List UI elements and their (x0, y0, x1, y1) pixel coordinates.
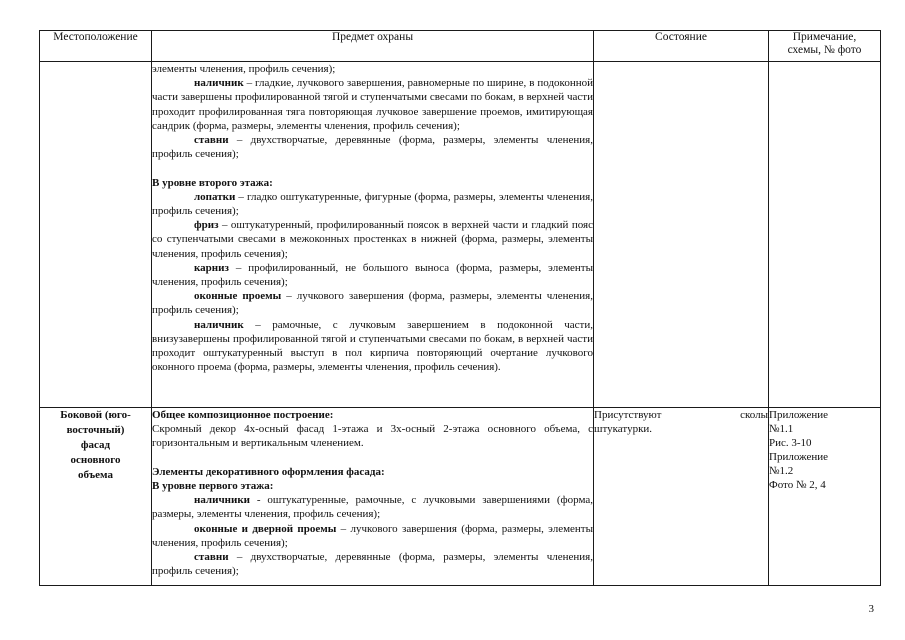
row2-note (769, 408, 881, 586)
paragraph (152, 493, 593, 521)
location-line: восточный) (66, 424, 125, 436)
paragraph (152, 318, 593, 375)
row2-subject (152, 408, 594, 586)
term: лопатки (194, 190, 236, 203)
header-note-line2: схемы, № фото (787, 44, 862, 56)
row1-location (40, 62, 152, 408)
row1-note (769, 62, 881, 408)
term: оконные проемы (194, 290, 282, 303)
table-row (40, 408, 881, 586)
section-heading (152, 465, 593, 479)
paragraph (152, 76, 593, 133)
term-description: – профилированный, не большого выноса (форма, размеры, элементы членения, профиль сечения); (152, 261, 593, 289)
term: оконные и дверной проемы (194, 522, 337, 535)
condition-line (594, 408, 768, 422)
location-line: Боковой (юго- (60, 409, 131, 421)
term-description: – гладкие, лучкового завершения, равномерные по ширине, в подоконной части завершены профилированной тягой и ступенчатыми свесами по бокам, в верхней части проходит профилированная тяга повторяющая лучковое завершение проемов, имитирующая сандрик (форма, размеры, элементы членения, профиль сечения); (152, 77, 593, 132)
heading-text: Элементы декоративного оформления фасада: (152, 465, 385, 478)
term-description: – двухстворчатые, деревянные (форма, размеры, элементы членения, профиль сечения); (152, 551, 593, 578)
paragraph (152, 261, 593, 289)
note-line: Фото № 2, 4 (769, 479, 826, 491)
header-note (769, 31, 881, 62)
paragraph: элементы членения, профиль сечения); (152, 63, 336, 75)
term: фриз (194, 219, 219, 232)
table-row (40, 62, 881, 408)
paragraph: Скромный декор 4х-осный фасад 1-этажа и 3х-осный 2-этажа основного объема, с горизонтальным и вертикальным членением. (152, 423, 593, 450)
term: наличник (194, 318, 244, 331)
header-location: Местоположение (40, 31, 152, 62)
paragraph (152, 289, 593, 317)
term-description: – гладко оштукатуренные, фигурные (форма, размеры, элементы членения, профиль сечения); (152, 190, 593, 218)
spacer (152, 451, 593, 465)
paragraph (152, 133, 593, 161)
row1-condition (594, 62, 769, 408)
paragraph (152, 522, 593, 550)
term: наличник (194, 77, 244, 90)
header-subject: Предмет охраны (152, 31, 594, 62)
location-line: объема (78, 469, 113, 481)
section-heading (152, 479, 593, 493)
row2-location (40, 408, 152, 586)
term-description: – лучкового завершения (форма, размеры, элементы членения, профиль сечения); (152, 522, 594, 549)
term: ставни (194, 551, 229, 564)
term-description: – оштукатуренный, профилированный поясок в верхней части и гладкий пояс со ступенчатыми свесами в межоконных простенках в нижней (форма, размеры, элементы членения, профиль сечения); (152, 219, 593, 260)
note-line: Рис. 3-10 (769, 437, 812, 449)
term-description: – лучкового завершения (форма, размеры, элементы членения, профиль сечения); (152, 290, 593, 317)
note-line: Приложение (769, 451, 829, 463)
term-description: - оштукатуренные, рамочные, с лучковыми завершениями (форма, размеры, элементы членения, профиль сечения); (152, 494, 593, 521)
heading-text: В уровне второго этажа: (152, 176, 273, 189)
term: ставни (194, 134, 229, 147)
section-heading (152, 408, 593, 422)
note-line: Приложение (769, 409, 829, 421)
term-description: – рамочные, с лучковым завершением в подоконной части, внизузавершены профилированной тягой и ступенчатыми свесами по бокам, в верхней части проходит оштукатуренный выступ в пол кирпича повторяющий очертание лучкового оконного проема (форма, размеры, элементы членения, профиль сечения). (152, 318, 593, 374)
row2-condition (594, 408, 769, 586)
location-line: фасад (80, 439, 111, 451)
note-line: №1.2 (769, 465, 794, 477)
paragraph (152, 190, 593, 218)
section-heading (152, 176, 593, 190)
row1-subject (152, 62, 594, 408)
table-header-row (40, 31, 881, 62)
term: карниз (194, 261, 229, 274)
protection-table (39, 30, 881, 586)
condition-word: Присутствуют (594, 409, 662, 421)
paragraph (152, 550, 593, 578)
term-description: – двухстворчатые, деревянные (форма, размеры, элементы членения, профиль сечения); (152, 134, 593, 161)
spacer (152, 161, 593, 175)
header-condition: Состояние (594, 31, 769, 62)
condition-word: сколы (740, 409, 768, 421)
condition-line: штукатурки. (594, 423, 653, 435)
page-number: 3 (868, 603, 874, 615)
heading-text: В уровне первого этажа: (152, 480, 274, 492)
location-line: основного (70, 454, 121, 466)
header-note-line1: Примечание, (792, 31, 857, 43)
term: наличники (194, 494, 250, 507)
note-line: №1.1 (769, 423, 794, 435)
heading-text: Общее композиционное построение: (152, 409, 334, 421)
paragraph (152, 218, 593, 261)
